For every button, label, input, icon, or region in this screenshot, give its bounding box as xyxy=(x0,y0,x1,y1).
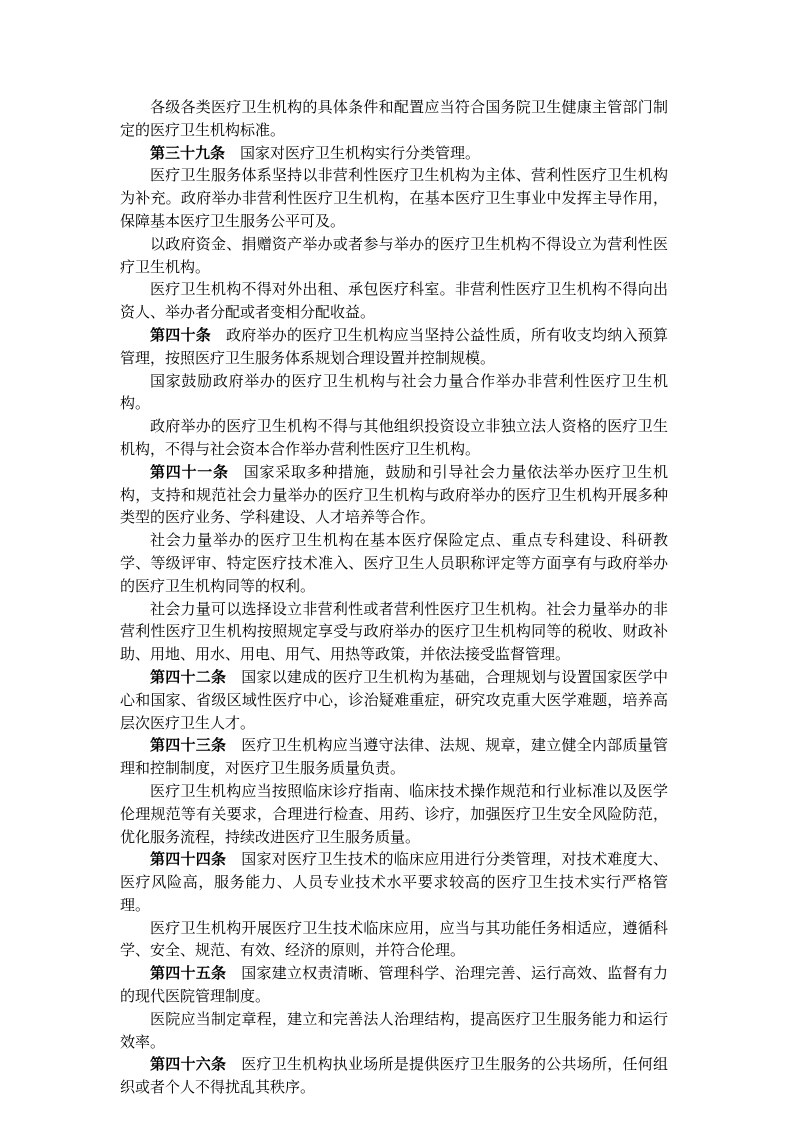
article-number: 第四十四条 xyxy=(150,850,227,869)
paragraph-text: 国家采取多种措施，鼓励和引导社会力量依法举办医疗卫生机构，支持和规范社会力量举办的医疗卫生机构与政府举办的医疗卫生机构开展多种类型的医疗业务、学科建设、人才培养等合作。 xyxy=(120,462,668,527)
article-paragraph xyxy=(120,1053,668,1099)
paragraph-text: 医疗卫生服务体系坚持以非营利性医疗卫生机构为主体、营利性医疗卫生机构为补充。政府举办非营利性医疗卫生机构，在基本医疗卫生事业中发挥主导作用，保障基本医疗卫生服务公平可及。 xyxy=(120,166,668,230)
article-paragraph xyxy=(120,461,668,529)
paragraph-text: 以政府资金、捐赠资产举办或者参与举办的医疗卫生机构不得设立为营利性医疗卫生机构。 xyxy=(120,234,668,276)
paragraph xyxy=(120,598,668,666)
paragraph xyxy=(120,96,668,142)
article-paragraph xyxy=(120,848,668,916)
article-number: 第四十二条 xyxy=(150,667,227,686)
paragraph xyxy=(120,780,668,848)
document-body xyxy=(120,96,668,1099)
paragraph-text: 社会力量可以选择设立非营利性或者营利性医疗卫生机构。社会力量举办的非营利性医疗卫生机构按照规定享受与政府举办的医疗卫生机构同等的税收、财政补助、用地、用水、用电、用气、用热等政策，并依法接受监督管理。 xyxy=(120,599,668,664)
paragraph xyxy=(120,529,668,597)
article-paragraph xyxy=(120,324,668,370)
paragraph-text: 各级各类医疗卫生机构的具体条件和配置应当符合国务院卫生健康主管部门制定的医疗卫生机构标准。 xyxy=(120,98,668,139)
paragraph-text: 医疗卫生机构不得对外出租、承包医疗科室。非营利性医疗卫生机构不得向出资人、举办者分配或者变相分配收益。 xyxy=(120,280,668,322)
paragraph xyxy=(120,1008,668,1054)
paragraph xyxy=(120,233,668,279)
paragraph xyxy=(120,415,668,461)
paragraph-text: 医疗卫生机构应当按照临床诊疗指南、临床技术操作规范和行业标准以及医学伦理规范等有关要求，合理进行检查、用药、诊疗，加强医疗卫生安全风险防范，优化服务流程，持续改进医疗卫生服务质量。 xyxy=(120,781,668,846)
paragraph-text: 医疗卫生机构应当遵守法律、法规、规章，建立健全内部质量管理和控制制度，对医疗卫生服务质量负责。 xyxy=(120,736,668,778)
article-number: 第四十三条 xyxy=(150,736,227,755)
paragraph xyxy=(120,917,668,963)
article-paragraph xyxy=(120,962,668,1008)
paragraph-text: 医疗卫生机构开展医疗卫生技术临床应用，应当与其功能任务相适应，遵循科学、安全、规范、有效、经济的原则，并符合伦理。 xyxy=(120,918,668,960)
paragraph-text: 社会力量举办的医疗卫生机构在基本医疗保险定点、重点专科建设、科研教学、等级评审、特定医疗技术准入、医疗卫生人员职称评定等方面享有与政府举办的医疗卫生机构同等的权利。 xyxy=(120,531,668,595)
article-number: 第四十条 xyxy=(150,325,211,344)
paragraph-text: 医院应当制定章程，建立和完善法人治理结构，提高医疗卫生服务能力和运行效率。 xyxy=(120,1009,668,1051)
paragraph-text: 国家以建成的医疗卫生机构为基础，合理规划与设置国家医学中心和国家、省级区域性医疗中心，诊治疑难重症，研究攻克重大医学难题，培养高层次医疗卫生人才。 xyxy=(120,667,668,732)
paragraph xyxy=(120,370,668,416)
article-paragraph xyxy=(120,734,668,780)
paragraph xyxy=(120,164,668,232)
article-paragraph xyxy=(120,666,668,734)
paragraph-text: 政府举办的医疗卫生机构不得与其他组织投资设立非独立法人资格的医疗卫生机构，不得与社会资本合作举办营利性医疗卫生机构。 xyxy=(120,417,668,458)
paragraph-text: 国家对医疗卫生机构实行分类管理。 xyxy=(240,143,481,162)
article-number: 第三十九条 xyxy=(150,143,226,162)
paragraph-text: 国家鼓励政府举办的医疗卫生机构与社会力量合作举办非营利性医疗卫生机构。 xyxy=(120,371,668,413)
paragraph-text: 医疗卫生机构执业场所是提供医疗卫生服务的公共场所，任何组织或者个人不得扰乱其秩序。 xyxy=(120,1055,668,1097)
paragraph xyxy=(120,278,668,324)
paragraph-text: 政府举办的医疗卫生机构应当坚持公益性质，所有收支均纳入预算管理，按照医疗卫生服务体系规划合理设置并控制规模。 xyxy=(120,325,668,367)
paragraph-text: 国家建立权责清晰、管理科学、治理完善、运行高效、监督有力的现代医院管理制度。 xyxy=(120,964,668,1006)
article-number: 第四十一条 xyxy=(150,462,229,481)
article-number: 第四十六条 xyxy=(150,1055,227,1074)
article-number: 第四十五条 xyxy=(150,964,227,983)
article-paragraph xyxy=(120,142,668,165)
paragraph-text: 国家对医疗卫生技术的临床应用进行分类管理，对技术难度大、医疗风险高，服务能力、人员专业技术水平要求较高的医疗卫生技术实行严格管理。 xyxy=(120,850,668,914)
